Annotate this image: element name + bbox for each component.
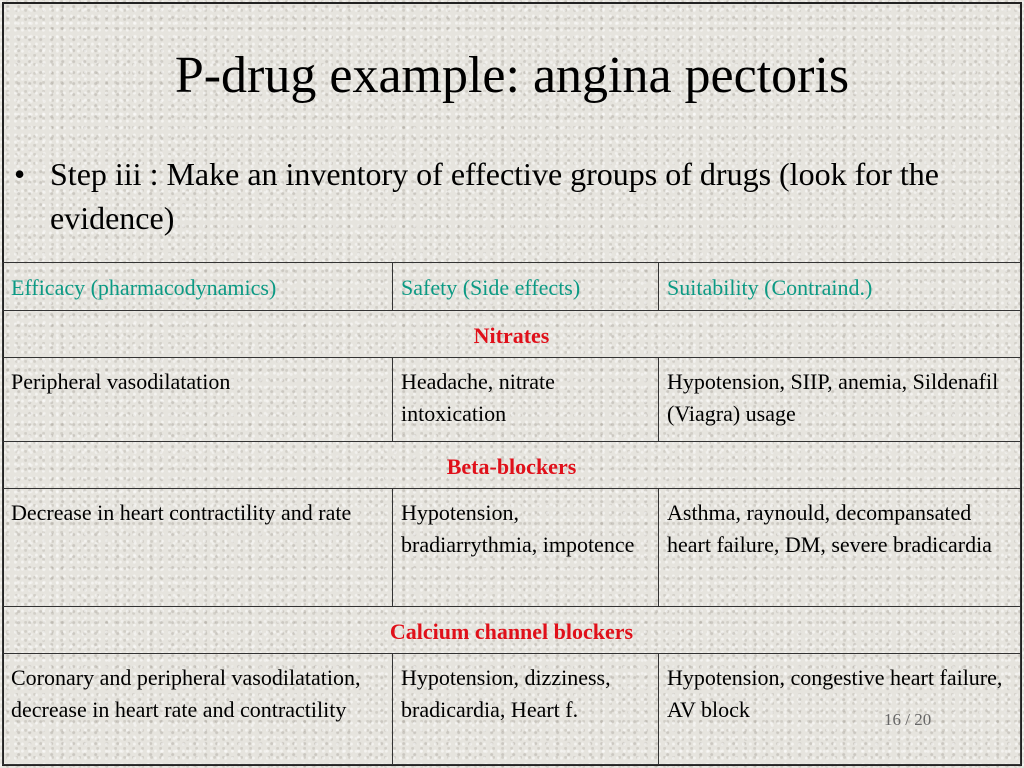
drug-table <box>2 262 1021 765</box>
safety-cell: Hypotension, bradiarrythmia, impotence <box>393 489 659 607</box>
group-row-calcium-channel-blockers <box>3 607 1021 654</box>
efficacy-cell: Decrease in heart contractility and rate <box>3 489 393 607</box>
safety-cell: Headache, nitrate intoxication <box>393 358 659 442</box>
group-label: Beta-blockers <box>3 442 1021 489</box>
group-label: Nitrates <box>3 311 1021 358</box>
group-label: Calcium channel blockers <box>3 607 1021 654</box>
bullet-point <box>14 152 1004 240</box>
table-row <box>3 654 1021 765</box>
header-safety: Safety (Side effects) <box>393 263 659 311</box>
suitability-cell: Hypotension, SIIP, anemia, Sildenafil (Viagra) usage <box>659 358 1021 442</box>
page-number: 16 / 20 <box>884 710 932 729</box>
bullet-icon: • <box>14 156 26 192</box>
suitability-cell: Hypotension, congestive heart failure, AV block <box>659 654 1021 765</box>
suitability-cell: Asthma, raynould, decompansated heart failure, DM, severe bradicardia <box>659 489 1021 607</box>
safety-cell: Hypotension, dizziness, bradicardia, Heart f. <box>393 654 659 765</box>
header-suitability: Suitability (Contraind.) <box>659 263 1021 311</box>
bullet-text: Step iii : Make an inventory of effective groups of drugs (look for the evidence) <box>50 156 939 236</box>
slide-title: P-drug example: angina pectoris <box>174 47 850 104</box>
efficacy-cell: Coronary and peripheral vasodilatation, decrease in heart rate and contractility <box>3 654 393 765</box>
table-row <box>3 358 1021 442</box>
group-row-beta-blockers <box>3 442 1021 489</box>
group-row-nitrates <box>3 311 1021 358</box>
table-row <box>3 489 1021 607</box>
table-header-row <box>3 263 1021 311</box>
efficacy-cell: Peripheral vasodilatation <box>3 358 393 442</box>
header-efficacy: Efficacy (pharmacodynamics) <box>3 263 393 311</box>
